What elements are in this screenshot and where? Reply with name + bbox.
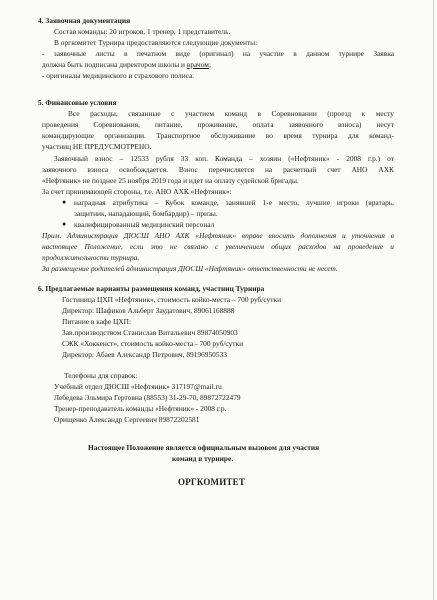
- contacts-line-2: Лебедева Эльмира Гертовна (88553) 31-29-70, 89872722479: [54, 393, 241, 402]
- section-4-line-3: - заявочные листы в печатном виде (оригинал) на участие в данном турнире Заявка: [42, 49, 394, 58]
- section-5-note-3: продолжительности турнира.: [42, 253, 140, 262]
- section-5-bullet-2: квалифицированный медицинский персонал: [74, 220, 215, 229]
- hotel-line: Гостиница ЦХП «Нефтяник», стоимость койко-места – 700 руб/сутки: [62, 295, 282, 304]
- section-5-note-4: За размещение родителей администрация ДЮСШ «Нефтяник» ответственности не несет.: [42, 264, 338, 273]
- section-5-note-1: Прим. Администрация ДЮСШ АНО АХК «Нефтяник» вправе вносить дополнения и уточнения в: [42, 231, 394, 240]
- section-5-note-2: настоящее Положение, если это не связано с увеличением общих расходов на проведение и: [42, 242, 394, 251]
- contacts-title: Телефоны для справок:: [64, 371, 138, 380]
- hockenst-director: Директор: Абаев Александр Петрович, 89196950533: [62, 350, 227, 359]
- bullet-icon: ●: [62, 220, 67, 228]
- section-5-para-4: участниц НЕ ПРЕДУСМОТРЕНО.: [42, 142, 152, 151]
- section-5-bullet-1-cont: защитник, нападающий, бомбардир) – призы.: [74, 209, 218, 218]
- section-4-line-5: - оригиналы медицинского и страхового полиса.: [42, 71, 195, 80]
- section-5-bullet-1: наградная атрибутика – Кубок команде, занявшей 1-е место, лучшие игроки (вратарь,: [74, 198, 394, 207]
- cafe-line: Питание в кафе ЦХП:: [62, 317, 132, 326]
- section-5-para-8: За счет принимающей стороны, т.е. АНО АХК «Нефтяник»:: [42, 187, 232, 196]
- scan-edge-line: [433, 0, 434, 600]
- contacts-line-3: Тренер-преподаватель команды «Нефтяник» - 2008 г.р.: [54, 404, 227, 413]
- section-5-para-7: «Нефтяник» не позднее 25 ноября 2019 года и идет на оплату судейской бригады.: [42, 176, 299, 185]
- section-4-line-4-text: должна быть подписана директором школы и: [42, 60, 187, 69]
- section-5-para-3: командирующие организации. Транспортное обслуживание во время турнира для команд-: [42, 131, 394, 140]
- section-4-doctor: врачом: [186, 60, 209, 69]
- cafe-manager: Зав.производством Станислав Витальевич 89874050903: [62, 328, 238, 337]
- official-notice-2: команд в турнире.: [172, 454, 234, 463]
- contacts-line-4: Орищенко Александр Сергеевич 89872202581: [54, 415, 200, 424]
- section-6-heading: 6. Предлагаемые варианты размещения команд, участниц Турнира: [38, 284, 265, 293]
- official-notice-1: Настоящее Положение является официальным вызовом для участия: [88, 443, 320, 452]
- section-4-line-2: В оргкомитет Турнира предоставляются следующие документы:: [54, 38, 258, 47]
- bullet-icon: ●: [62, 198, 67, 206]
- section-5-para-1: Все расходы, связанные с участием команд в Соревновании (проезд к месту: [68, 109, 394, 118]
- section-5-heading: 5. Финансовые условия: [38, 98, 117, 107]
- section-4-line-4-end: ;: [208, 60, 212, 69]
- contacts-line-1: Учебный отдел ДЮСШ «Нефтяник» 317197@mail.ru: [54, 382, 222, 391]
- hotel-director: Директор: Шафиков Альберт Заудатович, 89061168888: [62, 306, 235, 315]
- section-4-line-4: [42, 60, 211, 69]
- section-4-line-1: Состав команды: 20 игроков, 1 тренер, 1 представитель.: [54, 27, 231, 36]
- section-5-para-2: проведения Соревнования, питание, проживание, оплата заявочного взноса) несут: [42, 120, 394, 129]
- section-4-heading: 4. Заявочная документация: [38, 16, 131, 25]
- hockenst-line: СЖК «Хоккенст», стоимость койко-места - 700 руб/сутки: [62, 339, 244, 348]
- section-5-para-6: заявочного взноса освобождается. Взнос перечисляется на расчетный счет АНО АХК: [42, 165, 394, 174]
- section-5-para-5: Заявочный взнос – 12533 рубля 33 коп. Команда – хозяин («Нефтяник» - 2008 г.р.) от: [54, 154, 394, 163]
- orgcommittee-signature: ОРГКОМИТЕТ: [178, 477, 246, 487]
